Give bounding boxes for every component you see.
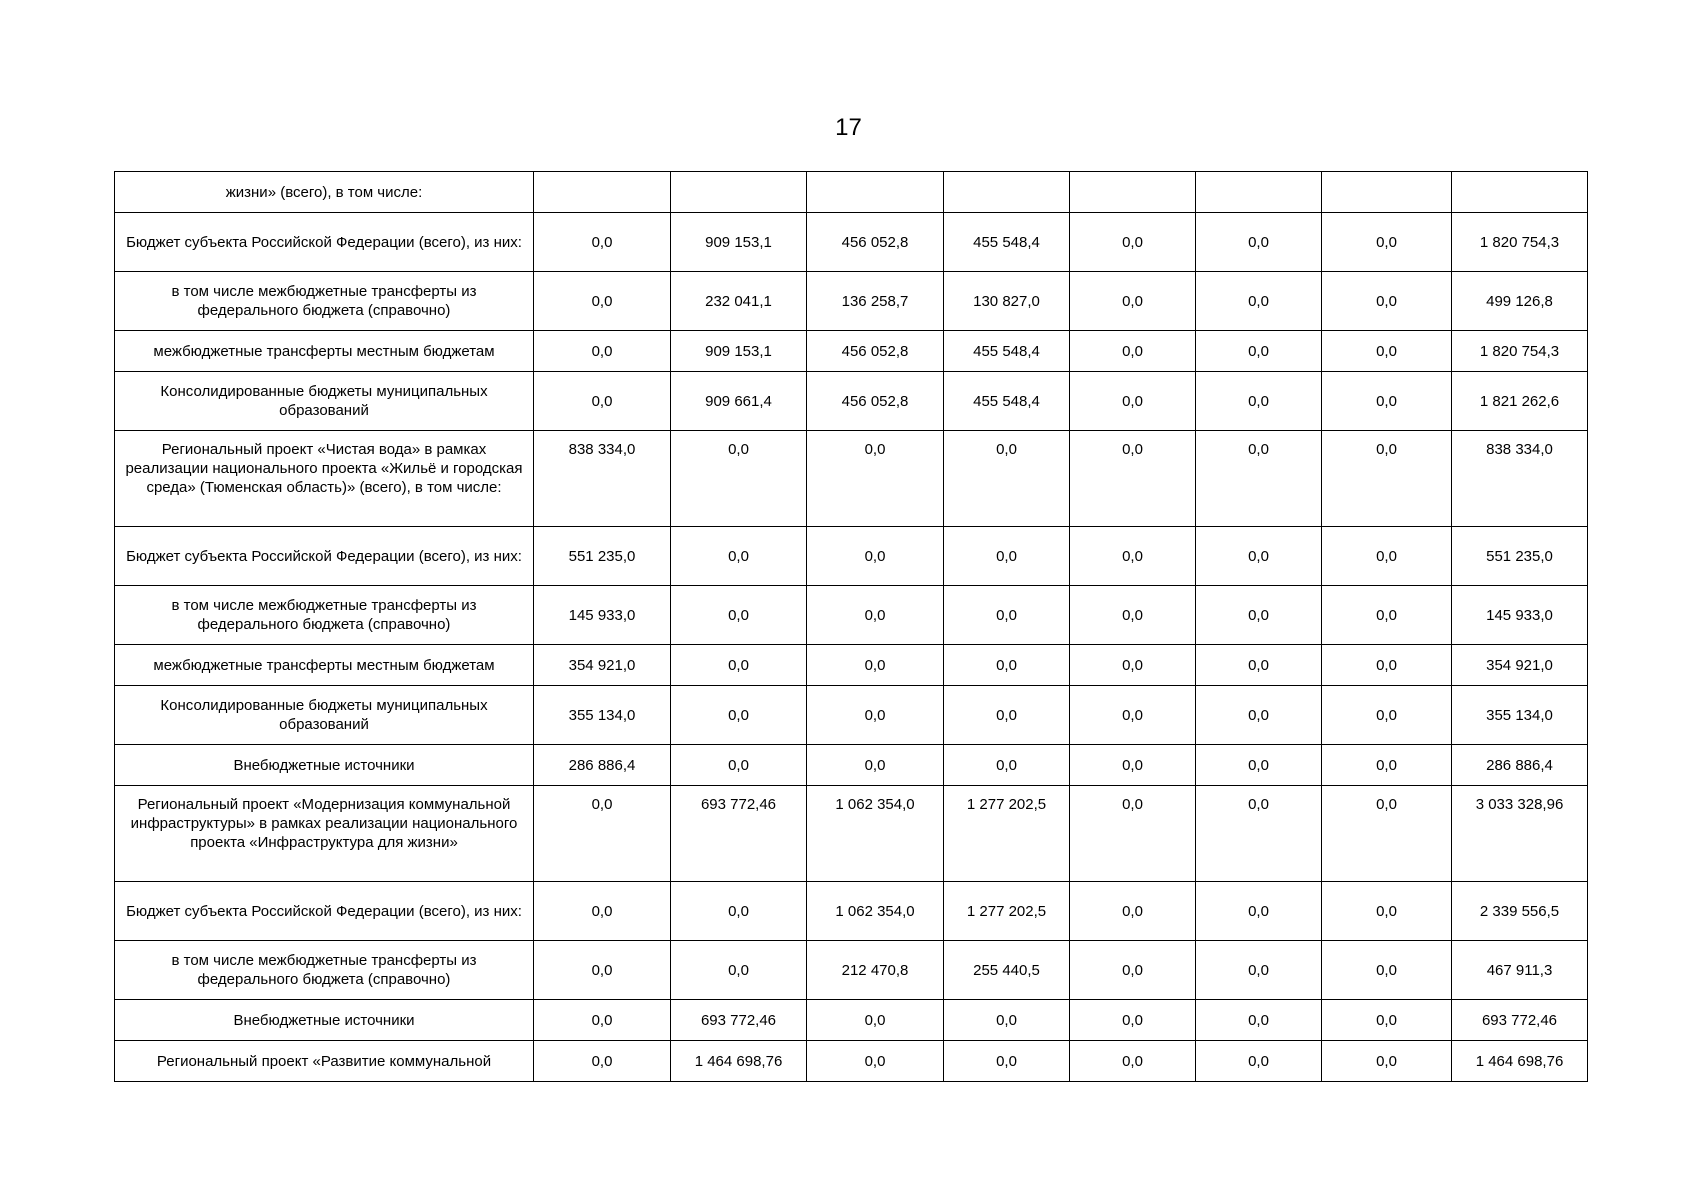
table-row [115, 645, 1588, 686]
row-label-cell: Консолидированные бюджеты муниципальных образований [115, 686, 534, 745]
value-cell: 0,0 [944, 1041, 1070, 1082]
value-cell: 1 820 754,3 [1452, 331, 1588, 372]
value-cell: 456 052,8 [807, 331, 944, 372]
value-cell: 0,0 [671, 745, 807, 786]
table-row [115, 1000, 1588, 1041]
value-cell: 693 772,46 [671, 786, 807, 882]
value-cell: 0,0 [944, 527, 1070, 586]
value-cell: 838 334,0 [534, 431, 671, 527]
row-label-cell: Региональный проект «Чистая вода» в рамках реализации национального проекта «Жильё и городская среда» (Тюменская область)» (всего), в том числе: [115, 431, 534, 527]
value-cell: 0,0 [1070, 372, 1196, 431]
value-cell: 0,0 [1196, 331, 1322, 372]
table-row [115, 331, 1588, 372]
value-cell: 0,0 [534, 372, 671, 431]
value-cell: 838 334,0 [1452, 431, 1588, 527]
value-cell: 455 548,4 [944, 213, 1070, 272]
value-cell: 0,0 [1070, 882, 1196, 941]
value-cell: 0,0 [807, 1041, 944, 1082]
table-row [115, 882, 1588, 941]
value-cell: 0,0 [671, 431, 807, 527]
value-cell: 456 052,8 [807, 213, 944, 272]
value-cell: 0,0 [1322, 941, 1452, 1000]
value-cell: 0,0 [1070, 586, 1196, 645]
value-cell: 0,0 [1070, 527, 1196, 586]
value-cell: 0,0 [1196, 1000, 1322, 1041]
value-cell: 0,0 [534, 1041, 671, 1082]
value-cell: 0,0 [944, 686, 1070, 745]
value-cell: 0,0 [1322, 331, 1452, 372]
value-cell: 0,0 [807, 431, 944, 527]
value-cell [1322, 172, 1452, 213]
value-cell: 0,0 [1196, 213, 1322, 272]
value-cell: 909 661,4 [671, 372, 807, 431]
value-cell: 286 886,4 [1452, 745, 1588, 786]
row-label-cell: межбюджетные трансферты местным бюджетам [115, 331, 534, 372]
row-label-cell: Бюджет субъекта Российской Федерации (всего), из них: [115, 213, 534, 272]
value-cell: 1 277 202,5 [944, 786, 1070, 882]
value-cell: 0,0 [1070, 745, 1196, 786]
row-label-cell: межбюджетные трансферты местным бюджетам [115, 645, 534, 686]
value-cell: 0,0 [1196, 645, 1322, 686]
value-cell: 0,0 [1196, 372, 1322, 431]
value-cell: 0,0 [1322, 1000, 1452, 1041]
value-cell [807, 172, 944, 213]
value-cell: 693 772,46 [671, 1000, 807, 1041]
value-cell [944, 172, 1070, 213]
value-cell: 0,0 [534, 272, 671, 331]
value-cell: 0,0 [1070, 786, 1196, 882]
value-cell: 136 258,7 [807, 272, 944, 331]
value-cell: 0,0 [807, 745, 944, 786]
value-cell: 2 339 556,5 [1452, 882, 1588, 941]
value-cell: 455 548,4 [944, 372, 1070, 431]
value-cell: 0,0 [1322, 431, 1452, 527]
value-cell: 0,0 [1196, 527, 1322, 586]
value-cell: 0,0 [671, 586, 807, 645]
value-cell: 0,0 [671, 527, 807, 586]
row-label-cell: Консолидированные бюджеты муниципальных образований [115, 372, 534, 431]
value-cell: 286 886,4 [534, 745, 671, 786]
value-cell: 212 470,8 [807, 941, 944, 1000]
value-cell: 0,0 [1196, 586, 1322, 645]
value-cell: 0,0 [671, 882, 807, 941]
row-label-cell: Региональный проект «Модернизация коммунальной инфраструктуры» в рамках реализации национального проекта «Инфраструктура для жизни» [115, 786, 534, 882]
value-cell: 0,0 [1070, 272, 1196, 331]
value-cell: 0,0 [671, 686, 807, 745]
value-cell: 0,0 [1196, 272, 1322, 331]
value-cell: 0,0 [1196, 786, 1322, 882]
value-cell: 0,0 [534, 786, 671, 882]
value-cell: 255 440,5 [944, 941, 1070, 1000]
table-row [115, 941, 1588, 1000]
row-label-cell: Внебюджетные источники [115, 1000, 534, 1041]
row-label-cell: Бюджет субъекта Российской Федерации (всего), из них: [115, 882, 534, 941]
value-cell: 0,0 [1322, 686, 1452, 745]
value-cell: 354 921,0 [534, 645, 671, 686]
value-cell: 0,0 [1322, 786, 1452, 882]
value-cell: 354 921,0 [1452, 645, 1588, 686]
row-label-cell: в том числе межбюджетные трансферты из федерального бюджета (справочно) [115, 941, 534, 1000]
value-cell: 455 548,4 [944, 331, 1070, 372]
value-cell [1452, 172, 1588, 213]
value-cell: 456 052,8 [807, 372, 944, 431]
table-row [115, 172, 1588, 213]
value-cell: 0,0 [1070, 686, 1196, 745]
table-row [115, 527, 1588, 586]
value-cell: 0,0 [1322, 1041, 1452, 1082]
table-row [115, 213, 1588, 272]
value-cell: 0,0 [1322, 372, 1452, 431]
value-cell: 0,0 [1070, 645, 1196, 686]
value-cell: 0,0 [1070, 331, 1196, 372]
table-row [115, 1041, 1588, 1082]
value-cell: 145 933,0 [534, 586, 671, 645]
table-row [115, 272, 1588, 331]
value-cell: 355 134,0 [534, 686, 671, 745]
row-label-cell: Внебюджетные источники [115, 745, 534, 786]
value-cell: 1 464 698,76 [671, 1041, 807, 1082]
value-cell: 1 820 754,3 [1452, 213, 1588, 272]
value-cell: 0,0 [1070, 941, 1196, 1000]
table-row [115, 786, 1588, 882]
value-cell: 909 153,1 [671, 331, 807, 372]
page-number: 17 [835, 114, 862, 141]
value-cell: 0,0 [1322, 645, 1452, 686]
value-cell: 0,0 [807, 645, 944, 686]
value-cell: 0,0 [1196, 941, 1322, 1000]
table-body [115, 172, 1588, 1082]
value-cell: 0,0 [807, 527, 944, 586]
value-cell: 0,0 [671, 645, 807, 686]
value-cell: 0,0 [807, 1000, 944, 1041]
value-cell: 0,0 [1196, 431, 1322, 527]
row-label-cell: Региональный проект «Развитие коммунальной [115, 1041, 534, 1082]
value-cell: 0,0 [1070, 431, 1196, 527]
value-cell: 0,0 [1322, 272, 1452, 331]
table-row [115, 431, 1588, 527]
budget-table [114, 171, 1588, 1082]
value-cell: 0,0 [1196, 745, 1322, 786]
value-cell [1196, 172, 1322, 213]
value-cell: 0,0 [534, 882, 671, 941]
value-cell: 0,0 [1322, 527, 1452, 586]
table-row [115, 745, 1588, 786]
value-cell [534, 172, 671, 213]
value-cell: 0,0 [534, 1000, 671, 1041]
value-cell: 0,0 [534, 331, 671, 372]
value-cell: 0,0 [671, 941, 807, 1000]
value-cell: 1 062 354,0 [807, 882, 944, 941]
value-cell: 551 235,0 [534, 527, 671, 586]
value-cell: 145 933,0 [1452, 586, 1588, 645]
table-row [115, 586, 1588, 645]
value-cell: 0,0 [1196, 686, 1322, 745]
value-cell: 499 126,8 [1452, 272, 1588, 331]
value-cell: 551 235,0 [1452, 527, 1588, 586]
value-cell: 0,0 [534, 213, 671, 272]
row-label-cell: жизни» (всего), в том числе: [115, 172, 534, 213]
value-cell: 0,0 [1196, 1041, 1322, 1082]
row-label-cell: в том числе межбюджетные трансферты из федерального бюджета (справочно) [115, 586, 534, 645]
value-cell: 0,0 [944, 586, 1070, 645]
value-cell: 467 911,3 [1452, 941, 1588, 1000]
value-cell: 0,0 [944, 745, 1070, 786]
value-cell: 3 033 328,96 [1452, 786, 1588, 882]
value-cell: 0,0 [944, 431, 1070, 527]
value-cell: 0,0 [1070, 1000, 1196, 1041]
value-cell: 0,0 [1322, 213, 1452, 272]
value-cell: 355 134,0 [1452, 686, 1588, 745]
value-cell: 232 041,1 [671, 272, 807, 331]
table-row [115, 372, 1588, 431]
value-cell: 0,0 [1070, 213, 1196, 272]
value-cell [671, 172, 807, 213]
value-cell [1070, 172, 1196, 213]
value-cell: 0,0 [1322, 586, 1452, 645]
value-cell: 0,0 [1070, 1041, 1196, 1082]
value-cell: 0,0 [807, 686, 944, 745]
value-cell: 693 772,46 [1452, 1000, 1588, 1041]
value-cell: 130 827,0 [944, 272, 1070, 331]
value-cell: 0,0 [944, 645, 1070, 686]
value-cell: 0,0 [534, 941, 671, 1000]
value-cell: 0,0 [1196, 882, 1322, 941]
value-cell: 1 277 202,5 [944, 882, 1070, 941]
row-label-cell: в том числе межбюджетные трансферты из федерального бюджета (справочно) [115, 272, 534, 331]
table-row [115, 686, 1588, 745]
row-label-cell: Бюджет субъекта Российской Федерации (всего), из них: [115, 527, 534, 586]
value-cell: 0,0 [1322, 745, 1452, 786]
value-cell: 0,0 [807, 586, 944, 645]
value-cell: 1 062 354,0 [807, 786, 944, 882]
value-cell: 909 153,1 [671, 213, 807, 272]
value-cell: 1 821 262,6 [1452, 372, 1588, 431]
value-cell: 1 464 698,76 [1452, 1041, 1588, 1082]
value-cell: 0,0 [944, 1000, 1070, 1041]
value-cell: 0,0 [1322, 882, 1452, 941]
